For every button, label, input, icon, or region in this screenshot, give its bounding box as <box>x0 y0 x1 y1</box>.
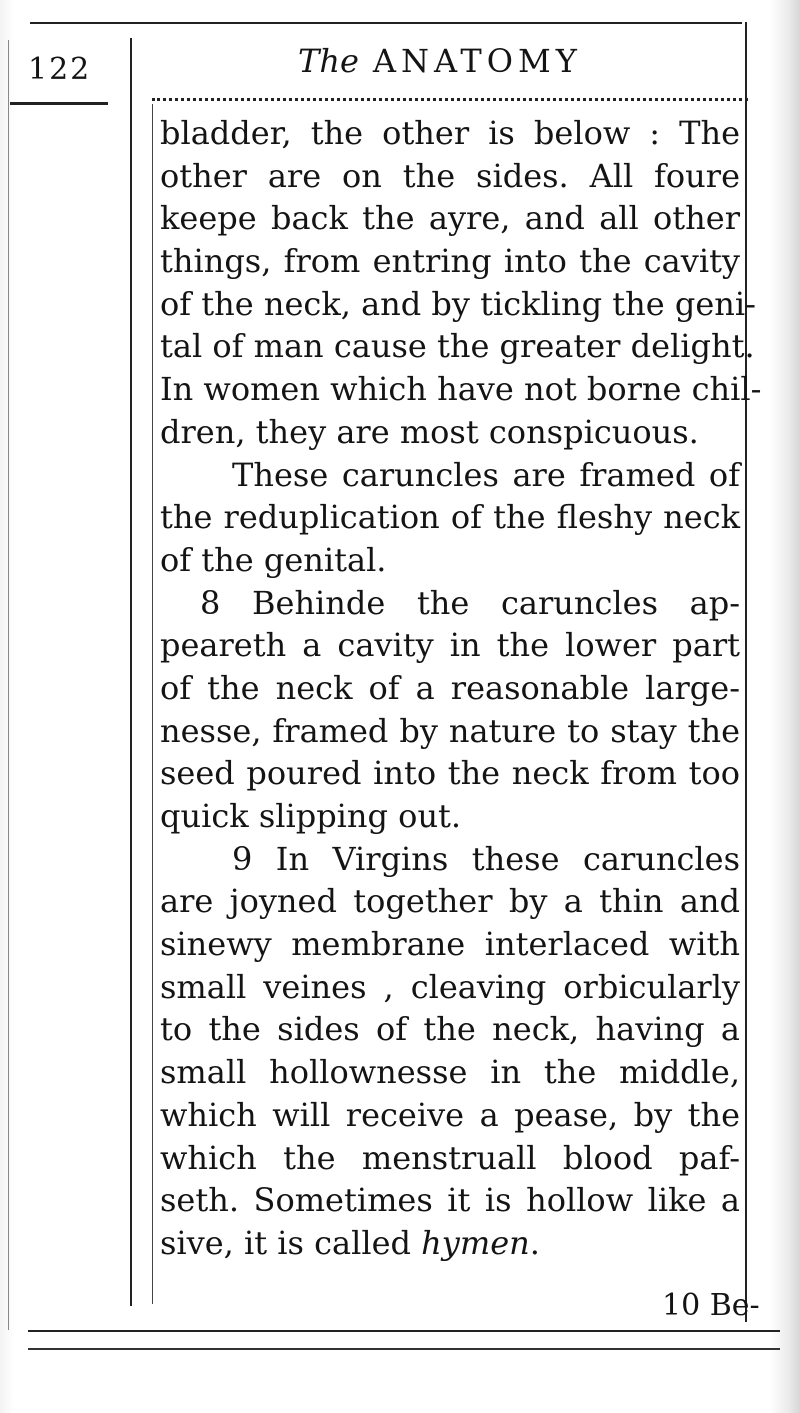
text-line: seth. Sometimes it is hollow like a <box>160 1181 740 1220</box>
text-line: tal of man cause the greater delight. <box>160 327 755 366</box>
text-line: the reduplication of the fleshy neck <box>160 498 740 537</box>
text-line: of the genital. <box>160 540 387 579</box>
frame-right-rule <box>745 22 747 1322</box>
header-underline <box>152 98 748 101</box>
text-line: small veines , cleaving orbicularly <box>160 967 740 1006</box>
final-line-italic-term: hymen <box>421 1223 530 1262</box>
text-line: things, from entring into the cavity <box>160 242 740 281</box>
folio-underline <box>10 102 108 105</box>
text-line: These caruncles are framed of <box>232 455 740 494</box>
running-head <box>298 42 582 80</box>
final-line-text: sive, it is called <box>160 1223 422 1262</box>
running-head-the: The <box>298 42 359 80</box>
frame-inner-left-rule <box>152 104 153 1304</box>
text-line: quick slipping out. <box>160 797 462 835</box>
bottom-rule <box>28 1330 780 1332</box>
text-line: bladder, the other is below : The <box>160 114 740 152</box>
text-line: which will receive a pease, by the <box>160 1095 740 1134</box>
page-number: 122 <box>28 52 92 87</box>
running-head-anatomy: ANATOMY <box>372 42 582 80</box>
text-line-final <box>160 1222 740 1265</box>
left-margin-line <box>8 40 9 1330</box>
text-line: 8 Behinde the caruncles ap- <box>200 583 740 622</box>
text-line: are joyned together by a thin and <box>160 882 740 921</box>
text-line: to the sides of the neck, having a <box>160 1010 740 1049</box>
text-line: nesse, framed by nature to stay the <box>160 711 740 750</box>
text-line: which the menstruall blood paf- <box>160 1138 740 1177</box>
text-line: 9 In Virgins these caruncles <box>232 839 740 878</box>
top-rule <box>30 22 742 24</box>
text-line: seed poured into the neck from too <box>160 754 740 793</box>
final-line-period: . <box>529 1223 540 1262</box>
catchword: 10 Be- <box>662 1288 760 1323</box>
text-line: other are on the sides. All foure <box>160 156 740 195</box>
body-text <box>160 112 762 1265</box>
text-line: In women which have not borne chil- <box>160 370 762 409</box>
text-line: keepe back the ayre, and all other <box>160 199 740 238</box>
bottom-rule-lower <box>28 1348 780 1350</box>
text-line: peareth a cavity in the lower part <box>160 626 740 665</box>
frame-left-rule <box>130 38 132 1306</box>
text-line: of the neck, and by tickling the geni- <box>160 284 756 323</box>
text-line: small hollownesse in the middle, <box>160 1053 740 1092</box>
text-line: of the neck of a reasonable large- <box>160 668 740 707</box>
text-line: sinewy membrane interlaced with <box>160 925 740 964</box>
text-line: dren, they are most conspicuous. <box>160 412 699 451</box>
